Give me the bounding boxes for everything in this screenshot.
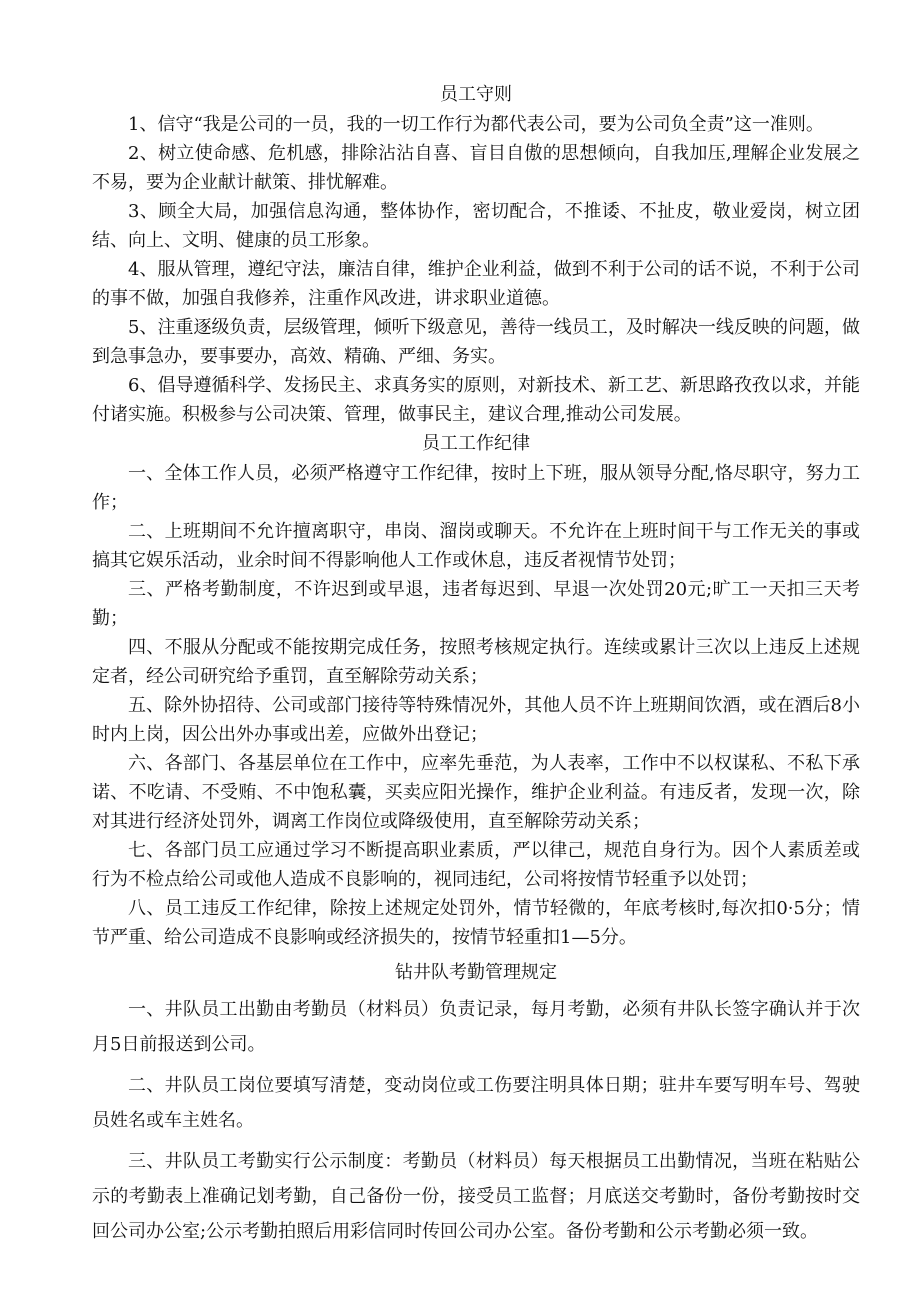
paragraph: 6、倡导遵循科学、发扬民主、求真务实的原则，对新技术、新工艺、新思路孜孜以求，并能付诸实施。积极参与公司决策、管理，做事民主，建议合理,推动公司发展。 — [92, 375, 860, 425]
paragraph: 4、服从管理，遵纪守法，廉洁自律，维护企业利益，做到不利于公司的话不说，不利于公司的事不做，加强自我修养，注重作风改进，讲求职业道德。 — [92, 259, 860, 309]
paragraph: 1、信守“我是公司的一员，我的一切工作行为都代表公司，要为公司负全责”这一准则。 — [128, 114, 824, 135]
paragraph: 一、井队员工出勤由考勤员（材料员）负责记录，每月考勤，必须有井队长签字确认并于次月5日前报送到公司。 — [92, 999, 860, 1055]
paragraph: 五、除外协招待、公司或部门接待等特殊情况外，其他人员不许上班期间饮酒，或在酒后8小时内上岗，因公出外办事或出差，应做外出登记； — [92, 695, 860, 745]
paragraph: 八、员工违反工作纪律，除按上述规定处罚外，情节轻微的，年底考核时,每次扣0·5分；情节严重、给公司造成不良影响或经济损失的，按情节轻重扣1—5分。 — [92, 898, 860, 948]
section-title: 员工守则 — [440, 84, 512, 105]
section-title: 员工工作纪律 — [422, 433, 530, 454]
paragraph: 3、顾全大局，加强信息沟通，整体协作，密切配合，不推诿、不扯皮，敬业爱岗，树立团结、向上、文明、健康的员工形象。 — [92, 201, 860, 251]
section-work-discipline — [92, 429, 860, 952]
paragraph: 四、不服从分配或不能按期完成任务，按照考核规定执行。连续或累计三次以上违反上述规定者，经公司研究给予重罚，直至解除劳动关系； — [92, 637, 860, 687]
section-title: 钻井队考勤管理规定 — [395, 962, 557, 983]
paragraph: 三、严格考勤制度，不许迟到或早退，违者每迟到、早退一次处罚20元;旷工一天扣三天考勤； — [92, 579, 860, 629]
paragraph: 三、井队员工考勤实行公示制度：考勤员（材料员）每天根据员工出勤情况，当班在粘贴公示的考勤表上准确记划考勤，自己备份一份，接受员工监督；月底送交考勤时，备份考勤按时交回公司办公室;公示考勤拍照后用彩信同时传回公司办公室。备份考勤和公示考勤必须一致。 — [92, 1151, 860, 1242]
paragraph: 一、全体工作人员，必须严格遵守工作纪律，按时上下班，服从领导分配,恪尽职守，努力工作； — [92, 463, 860, 513]
paragraph: 二、上班期间不允许擅离职守，串岗、溜岗或聊天。不允许在上班时间干与工作无关的事或搞其它娱乐活动，业余时间不得影响他人工作或休息，违反者视情节处罚； — [92, 521, 860, 571]
paragraph: 2、树立使命感、危机感，排除沾沾自喜、盲目自傲的思想倾向，自我加压,理解企业发展之不易，要为企业献计献策、排忧解难。 — [92, 143, 860, 193]
paragraph: 七、各部门员工应通过学习不断提高职业素质，严以律己，规范自身行为。因个人素质差或行为不检点给公司或他人造成不良影响的，视同违纪，公司将按情节轻重予以处罚； — [92, 840, 860, 890]
document-page — [92, 80, 860, 1255]
paragraph: 六、各部门、各基层单位在工作中，应率先垂范，为人表率，工作中不以权谋私、不私下承诺、不吃请、不受贿、不中饱私囊，买卖应阳光操作，维护企业利益。有违反者，发现一次，除对其进行经济处罚外，调离工作岗位或降级使用，直至解除劳动关系； — [92, 753, 860, 832]
paragraph: 二、井队员工岗位要填写清楚，变动岗位或工伤要注明具体日期；驻井车要写明车号、驾驶员姓名或车主姓名。 — [92, 1075, 860, 1131]
paragraph: 5、注重逐级负责，层级管理，倾听下级意见，善待一线员工，及时解决一线反映的问题，做到急事急办，要事要办，高效、精确、严细、务实。 — [92, 317, 860, 367]
section-employee-code — [92, 80, 860, 429]
section-drilling-attendance — [92, 958, 860, 1249]
